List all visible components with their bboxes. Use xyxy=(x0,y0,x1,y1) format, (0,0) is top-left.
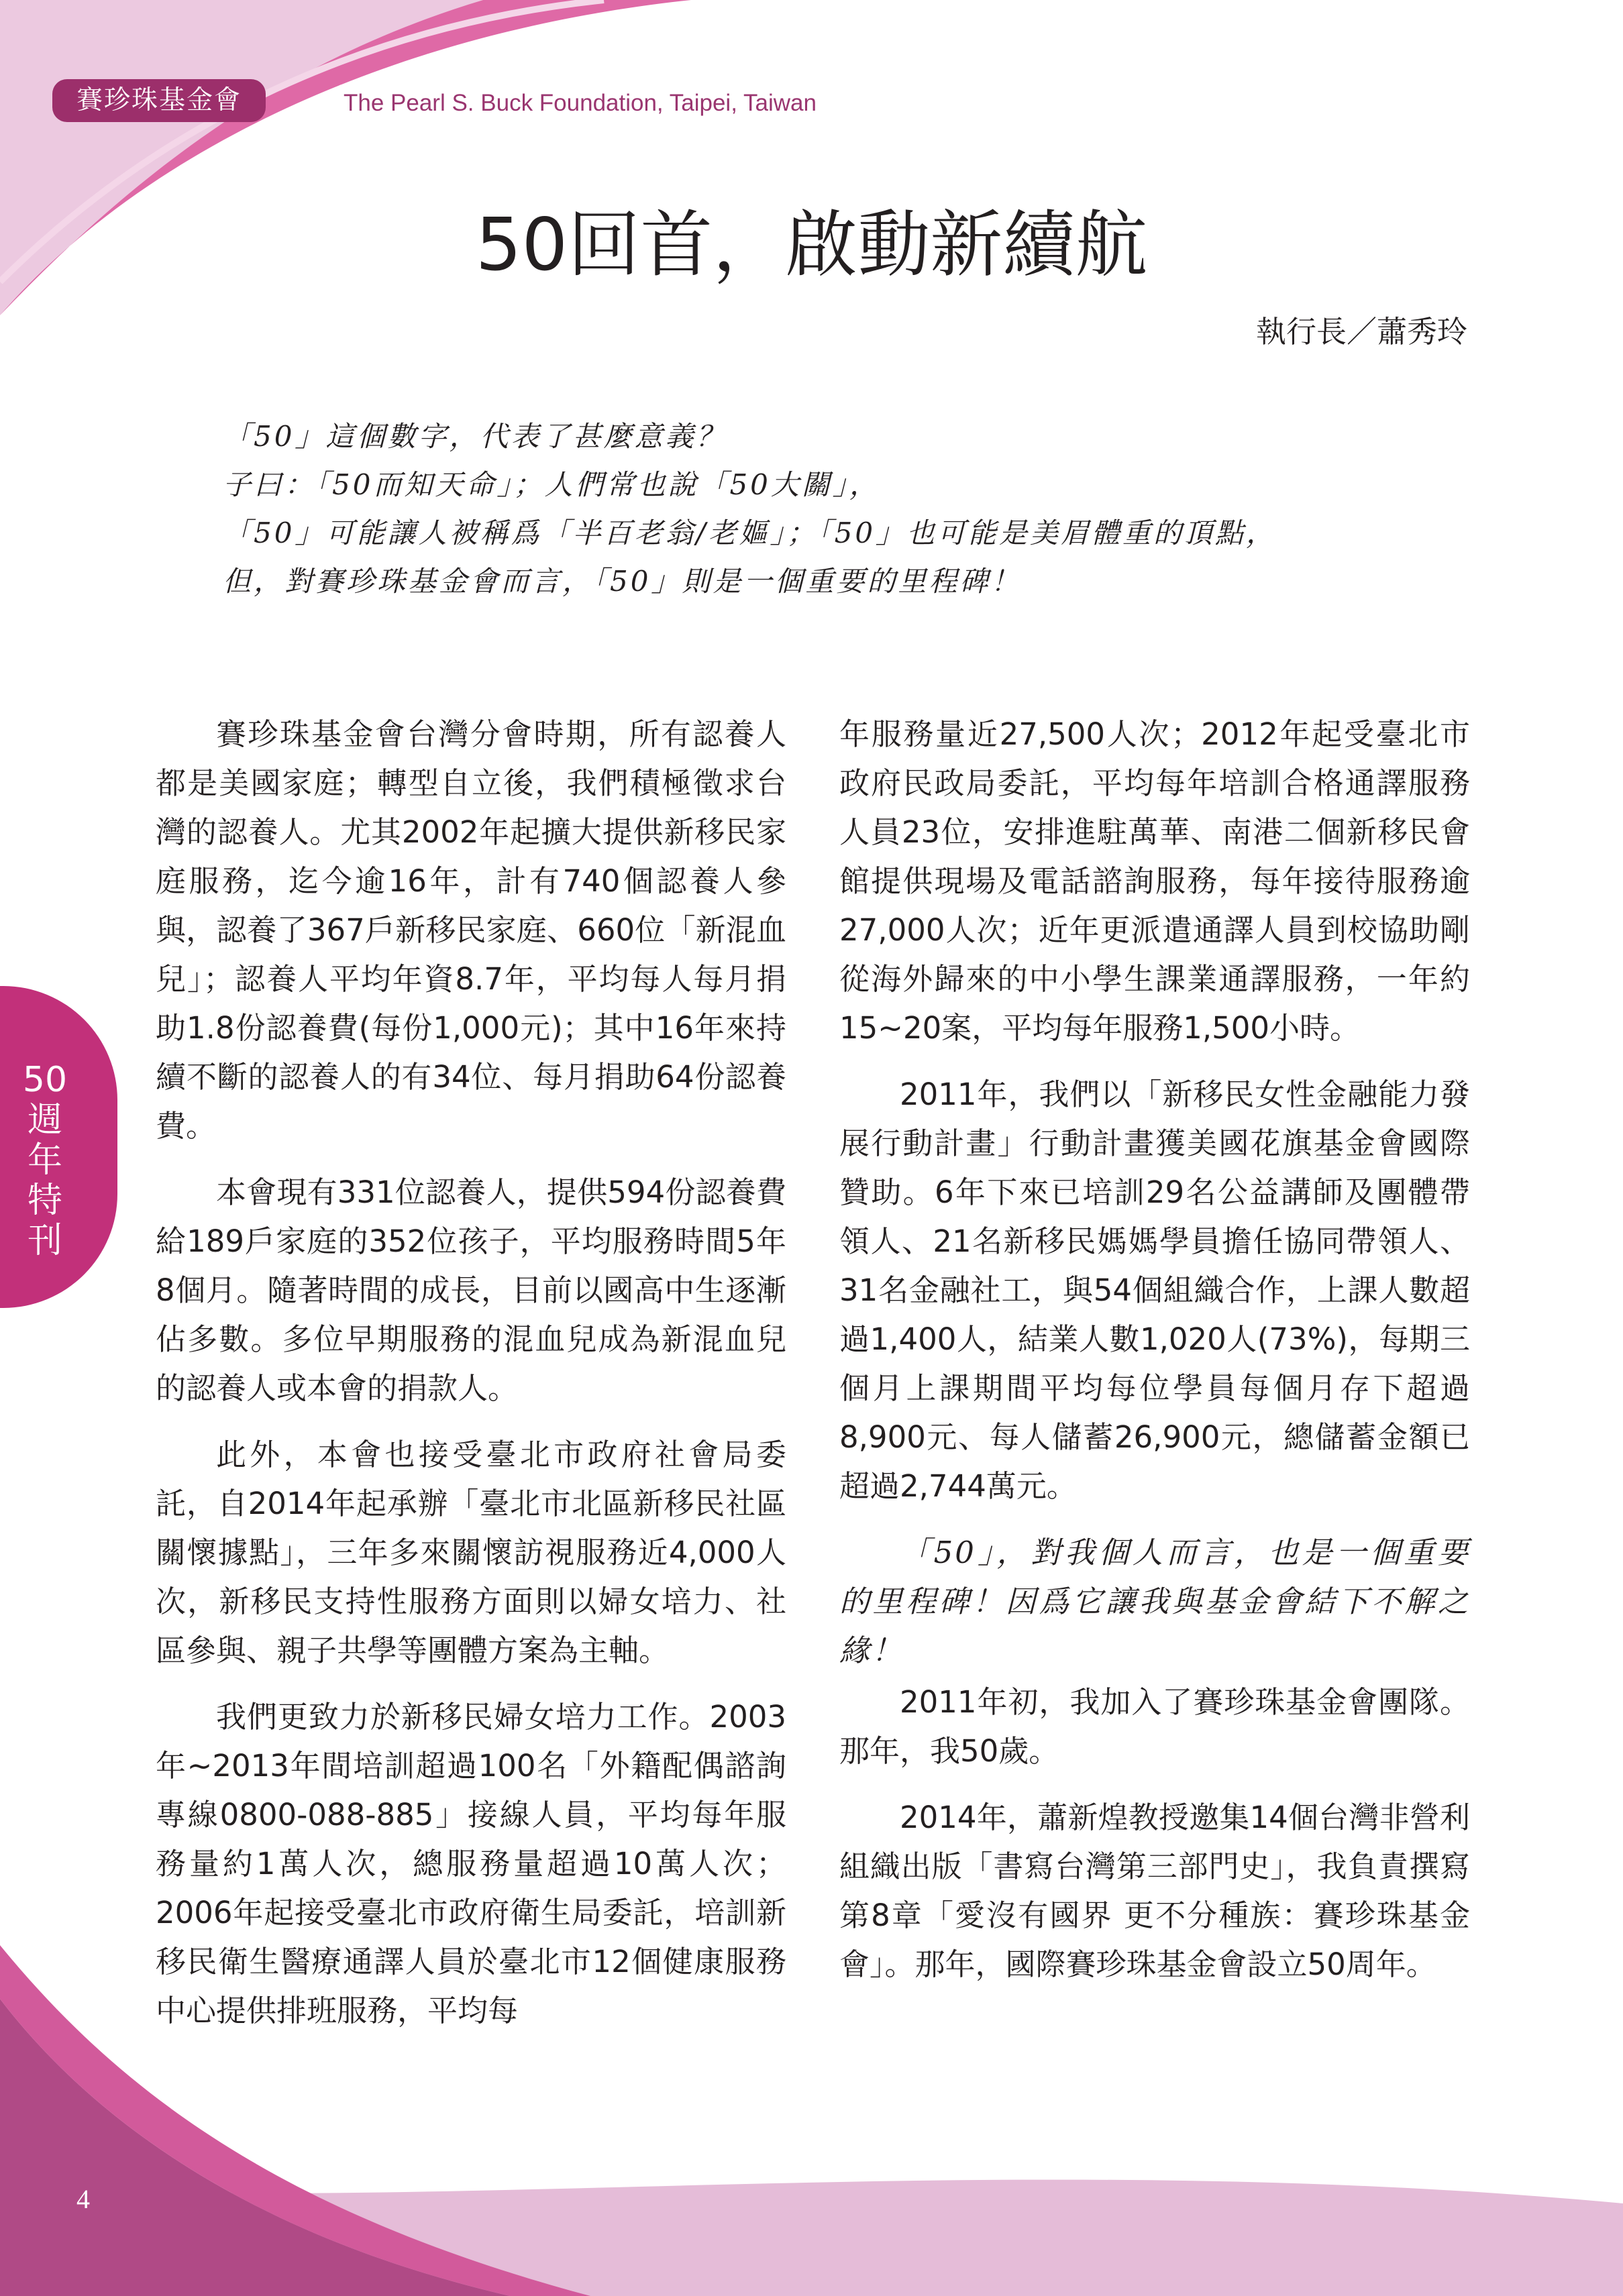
paragraph: 2011年初，我加入了賽珍珠基金會團隊。那年，我50歲。 xyxy=(839,1684,1470,1769)
foundation-badge: 賽珍珠基金會 xyxy=(52,79,266,122)
intro-line: 但，對賽珍珠基金會而言，「50」則是一個重要的里程碑！ xyxy=(223,565,1022,598)
paragraph: 年服務量近27,500人次；2012年起受臺北市政府民政局委託，平均每年培訓合格通譯服務人員23位，安排進駐萬華、南港二個新移民會館提供現場及電話諮詢服務，每年接待服務逾27,000人次；近年更派遣通譯人員到校協助剛從海外歸來的中小學生課業通譯服務，一年約15~20案，平均每年服務1,500小時。 xyxy=(839,716,1470,1046)
left-column xyxy=(156,710,786,2053)
intro-line: 子曰：「50而知天命」；人們常也說「50大關」， xyxy=(223,468,880,501)
paragraph: 2011年，我們以「新移民女性金融能力發展行動計畫」行動計畫獲美國花旗基金會國際贊助。6年下來已培訓29名公益講師及團體帶領人、21名新移民媽媽學員擔任協同帶領人、31名金融社工，與54個組織合作，上課人數超過1,400人，結業人數1,020人(73%)，每期三個月上課期間平均每位學員每個月存下超過8,900元、每人儲蓄26,900元，總儲蓄金額已超過2,744萬元。 xyxy=(839,1077,1470,1504)
personal-quote: 「50」，對我個人而言，也是一個重要的里程碑！因爲它讓我與基金會結下不解之緣！ xyxy=(839,1535,1470,1668)
paragraph: 此外，本會也接受臺北市政府社會局委託，自2014年起承辦「臺北市北區新移民社區關懷據點」，三年多來關懷訪視服務近4,000人次，新移民支持性服務方面則以婦女培力、社區參與、親子共學等團體方案為主軸。 xyxy=(156,1437,786,1668)
article-title: 50回首，啟動新續航 xyxy=(475,203,1148,287)
paragraph: 2014年，蕭新煌教授邀集14個台灣非營利組織出版「書寫台灣第三部門史」，我負責撰寫第8章「愛沒有國界 更不分種族：賽珍珠基金會」。那年，國際賽珍珠基金會設立50周年。 xyxy=(839,1800,1470,1982)
intro-quote xyxy=(223,413,1404,606)
side-tab-label: 50週年特刊 xyxy=(22,1060,68,1261)
right-column xyxy=(839,710,1470,2006)
intro-line: 「50」可能讓人被稱爲「半百老翁/老嫗」；「50」也可能是美眉體重的頂點， xyxy=(223,516,1277,549)
page-number: 4 xyxy=(76,2184,90,2214)
author-line: 執行長／蕭秀玲 xyxy=(1255,314,1467,349)
intro-line: 「50」這個數字，代表了甚麼意義？ xyxy=(223,420,727,453)
paragraph: 賽珍珠基金會台灣分會時期，所有認養人都是美國家庭；轉型自立後，我們積極徵求台灣的認養人。尤其2002年起擴大提供新移民家庭服務，迄今逾16年，計有740個認養人參與，認養了367戶新移民家庭、660位「新混血兒」；認養人平均年資8.7年，平均每人每月捐助1.8份認養費(每份1,000元)；其中16年來持續不斷的認養人的有34位、每月捐助64份認養費。 xyxy=(156,716,786,1144)
foundation-english-name: The Pearl S. Buck Foundation, Taipei, Taiwan xyxy=(344,90,817,116)
paragraph: 本會現有331位認養人，提供594份認養費給189戶家庭的352位孩子，平均服務時間5年8個月。隨著時間的成長，目前以國高中生逐漸佔多數。多位早期服務的混血兒成為新混血兒的認養人或本會的捐款人。 xyxy=(156,1174,786,1406)
paragraph: 我們更致力於新移民婦女培力工作。2003年~2013年間培訓超過100名「外籍配偶諮詢專線0800-088-885」接線人員，平均每年服務量約1萬人次，總服務量超過10萬人次；2006年起接受臺北市政府衛生局委託，培訓新移民衛生醫療通譯人員於臺北市12個健康服務中心提供排班服務，平均每 xyxy=(156,1699,786,2028)
